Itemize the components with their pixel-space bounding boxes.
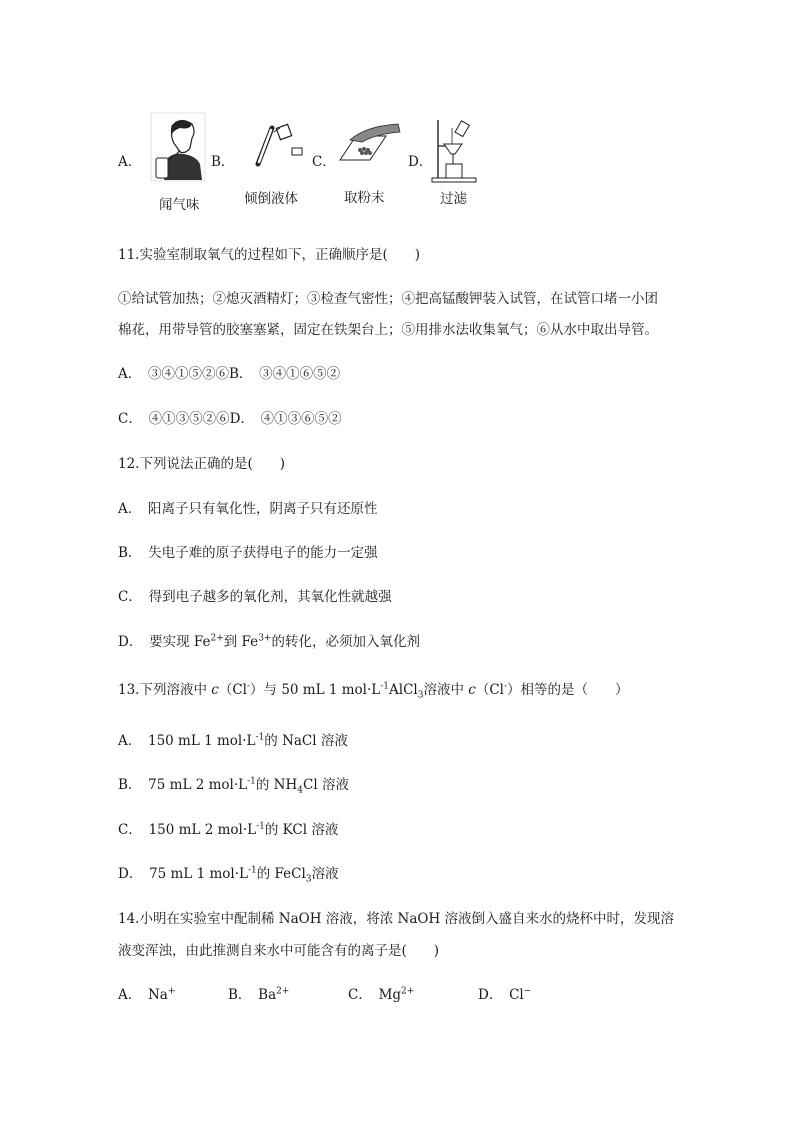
q13-c-symbol-2: c (468, 682, 476, 698)
q12-d-sup2: 3+ (258, 633, 272, 644)
q13-stem-g: ）相等的是（ ） (507, 682, 629, 698)
q13-a-tail: 的 NaCl 溶液 (264, 733, 348, 749)
q13-minus-1: - (246, 681, 251, 692)
q14-c-text: C． Mg (348, 987, 402, 1003)
q13-d-mid: 的 FeCl (256, 866, 306, 882)
q10-caption-c: 取粉末 (344, 190, 385, 206)
q11-options-ab[interactable]: A． ③④①⑤②⑥B． ③④①⑥⑤② (118, 366, 341, 382)
q14-a-sup: + (167, 986, 176, 997)
q14-b-text: B． Ba (228, 987, 277, 1003)
q13-stem-c: ）与 50 mL 1 mol·L (250, 682, 381, 698)
q13-neg1-stem: -1 (380, 681, 390, 692)
q14-stem-line2: 液变浑浊，由此推测自来水中可能含有的离子是( ) (118, 943, 440, 959)
q10-option-b-label: B． (211, 154, 235, 170)
q12-option-d[interactable] (118, 630, 420, 650)
q13-b-mid: 的 NH (255, 777, 298, 793)
q11-steps-line1: ①给试管加热；②熄灭酒精灯；③检查气密性；④把高锰酸钾装入试管，在试管口堵一小团 (118, 291, 658, 307)
q10-caption-a: 闻气味 (159, 197, 200, 213)
q14-option-d[interactable] (478, 983, 531, 1003)
q12-d-prefix: D． 要实现 Fe (118, 634, 211, 650)
q12-d-mid: 到 Fe (223, 634, 259, 650)
q11-steps-line2: 棉花，用带导管的胶塞塞紧，固定在铁架台上；⑤用排水法收集氧气；⑥从水中取出导管。 (118, 322, 658, 338)
q13-stem-d: AlCl (389, 682, 418, 698)
q14-c-sup: 2+ (401, 986, 415, 997)
q12-option-a[interactable]: A． 阳离子只有氧化性，阴离子只有还原性 (118, 501, 378, 517)
q12-d-sup1: 2+ (210, 633, 224, 644)
q13-d-neg1: -1 (247, 865, 257, 876)
q13-stem-e: 溶液中 (423, 682, 469, 698)
q11-options-cd[interactable]: C． ④①③⑤②⑥D． ④①③⑥⑤② (118, 411, 342, 427)
q13-d-tail: 溶液 (311, 866, 339, 882)
q13-b-four: 4 (297, 785, 303, 796)
q10-caption-b: 倾倒液体 (244, 191, 298, 207)
q13-a-neg1: -1 (255, 732, 265, 743)
q14-option-c[interactable] (348, 983, 414, 1003)
pouring-liquid-icon (250, 118, 306, 168)
q10-option-a-label: A． (118, 154, 142, 170)
q14-b-sup: 2+ (276, 986, 290, 997)
q13-option-a[interactable] (118, 729, 348, 749)
q13-a-text: A． 150 mL 1 mol·L (118, 733, 256, 749)
q12-stem: 12.下列说法正确的是( ) (118, 456, 286, 472)
q10-option-c-label: C． (312, 154, 336, 170)
q13-minus-2: - (503, 681, 508, 692)
q10-caption-d: 过滤 (440, 191, 467, 207)
q11-stem: 11.实验室制取氧气的过程如下，正确顺序是( ) (118, 247, 421, 263)
q13-d-three: 3 (305, 874, 312, 885)
q13-option-c[interactable] (118, 818, 338, 838)
taking-powder-icon (336, 120, 402, 166)
q13-stem-b: （Cl (218, 682, 247, 698)
q14-d-sup: − (523, 986, 532, 997)
q12-option-b[interactable]: B． 失电子难的原子获得电子的能力一定强 (118, 545, 378, 561)
q13-c-text: C． 150 mL 2 mol·L (118, 822, 257, 838)
q13-option-d[interactable] (118, 862, 339, 885)
q13-c-tail: 的 KCl 溶液 (264, 822, 339, 838)
q13-three-stem: 3 (417, 690, 424, 701)
q14-option-a[interactable] (118, 983, 175, 1003)
filtering-icon (428, 114, 480, 184)
q13-option-b[interactable] (118, 773, 349, 796)
q14-a-text: A． Na (118, 987, 168, 1003)
q13-b-text: B． 75 mL 2 mol·L (118, 777, 248, 793)
q12-option-c[interactable]: C． 得到电子越多的氧化剂，其氧化性就越强 (118, 589, 392, 605)
q13-b-tail: Cl 溶液 (303, 777, 349, 793)
q14-stem-line1: 14.小明在实验室中配制稀 NaOH 溶液，将浓 NaOH 溶液倒入盛自来水的烧杯中时，发现溶 (118, 911, 675, 927)
q13-c-neg1: -1 (256, 821, 265, 832)
q13-b-neg1: -1 (247, 776, 256, 787)
q13-d-text: D． 75 mL 1 mol·L (118, 866, 248, 882)
q13-stem (118, 678, 629, 701)
smelling-icon (150, 112, 206, 182)
q14-d-text: D． Cl (478, 987, 524, 1003)
q13-c-symbol-1: c (211, 682, 219, 698)
q12-d-suffix: 的转化，必须加入氧化剂 (271, 634, 420, 650)
q14-option-b[interactable] (228, 983, 289, 1003)
q10-option-d-label: D． (408, 154, 433, 170)
q13-stem-a: 13.下列溶液中 (118, 682, 212, 698)
q13-stem-f: （Cl (475, 682, 504, 698)
